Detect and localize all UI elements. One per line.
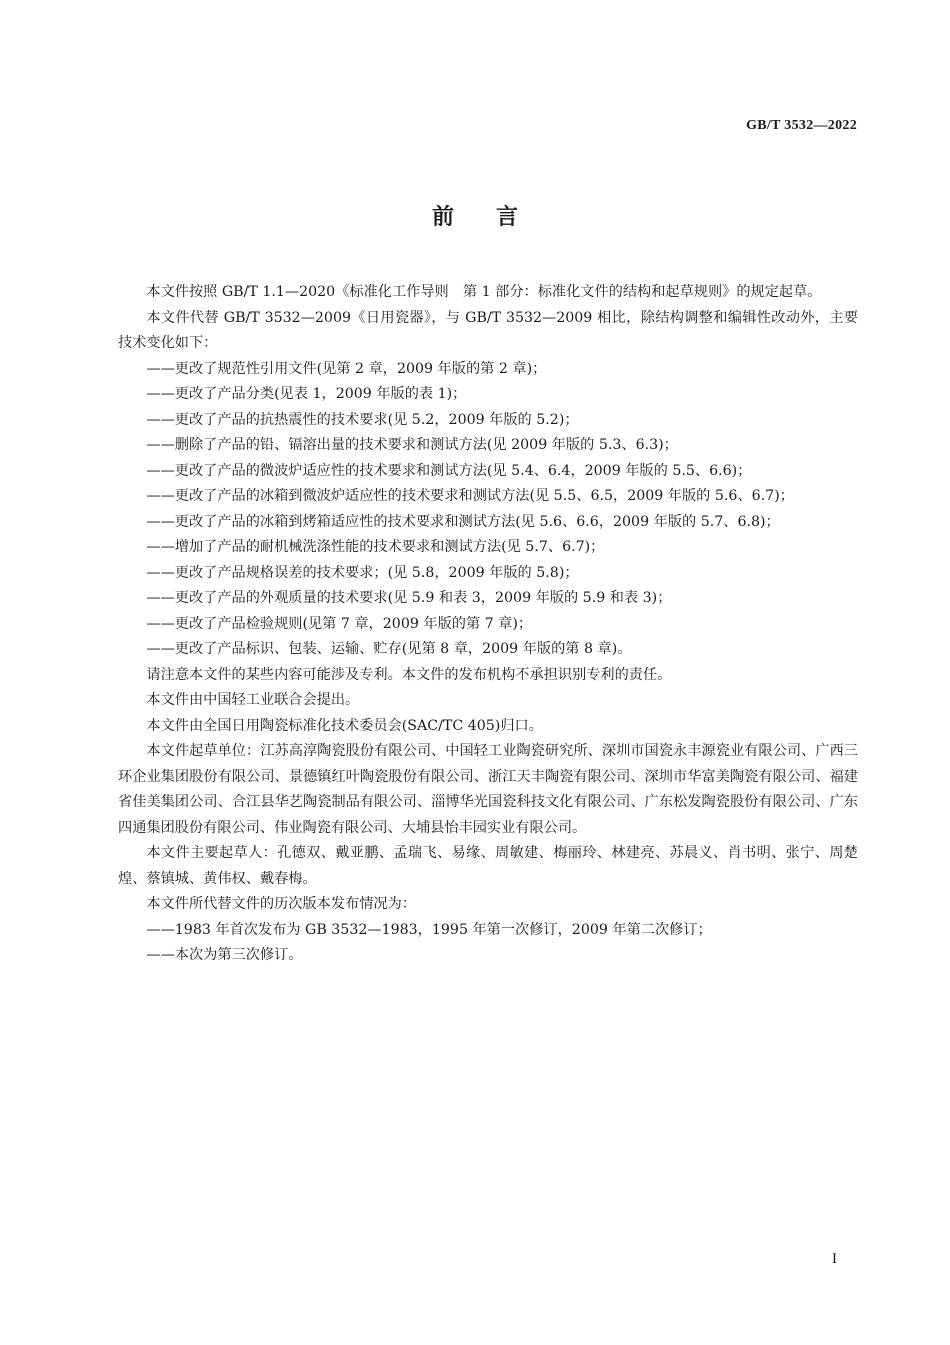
change-item: ——更改了产品标识、包装、运输、贮存(见第 8 章，2009 年版的第 8 章)。 xyxy=(146,641,632,657)
paragraph-drafting-units: 本文件起草单位：江苏高淳陶瓷股份有限公司、中国轻工业陶瓷研究所、深圳市国瓷永丰源瓷业有限公司、广西三环企业集团股份有限公司、景德镇红叶陶瓷股份有限公司、浙江天丰陶瓷有限公司、深圳市华富美陶瓷有限公司、福建省佳美集团公司、合江县华艺陶瓷制品有限公司、淄博华光国瓷科技文化有限公司、广东松发陶瓷股份有限公司、广东四通集团股份有限公司、伟业陶瓷有限公司、大埔县怡丰园实业有限公司。 xyxy=(118,743,858,836)
paragraph-patent: 请注意本文件的某些内容可能涉及专利。本文件的发布机构不承担识别专利的责任。 xyxy=(146,666,672,683)
change-item: ——增加了产品的耐机械洗涤性能的技术要求和测试方法(见 5.7、6.7)； xyxy=(146,539,605,555)
page-number: I xyxy=(832,1251,837,1267)
page-title: 前言 xyxy=(431,205,560,230)
paragraph-drafters: 本文件主要起草人：孔德双、戴亚鹏、孟瑞飞、易缘、周敏建、梅丽玲、林建亮、苏晨义、肖书明、张宁、周楚煌、蔡镇城、黄伟权、戴春梅。 xyxy=(118,845,858,887)
paragraph-centralized: 本文件由全国日用陶瓷标准化技术委员会(SAC/TC 405)归口。 xyxy=(146,717,543,734)
change-item: ——更改了产品检验规则(见第 7 章，2009 年版的第 7 章)； xyxy=(146,615,533,632)
change-item: ——更改了产品的冰箱到烤箱适应性的技术要求和测试方法(见 5.6、6.6，2009 年版的 5.7、6.8)； xyxy=(146,513,780,530)
paragraph-history: 本文件所代替文件的历次版本发布情况为： xyxy=(146,896,416,912)
paragraph-replaces: 本文件代替 GB/T 3532—2009《日用瓷器》，与 GB/T 3532—2009 相比，除结构调整和编辑性改动外，主要技术变化如下： xyxy=(118,309,858,351)
change-item: ——更改了规范性引用文件(见第 2 章，2009 年版的第 2 章)； xyxy=(146,360,547,377)
history-item: ——1983 年首次发布为 GB 3532—1983，1995 年第一次修订，2009 年第二次修订； xyxy=(146,921,712,938)
change-item: ——更改了产品分类(见表 1，2009 年版的表 1)； xyxy=(146,386,467,402)
change-item: ——更改了产品的外观质量的技术要求(见 5.9 和表 3，2009 年版的 5.9 和表 3)； xyxy=(146,590,672,606)
change-item: ——删除了产品的铅、镉溶出量的技术要求和测试方法(见 2009 年版的 5.3、6.3)； xyxy=(146,437,678,453)
change-item: ——更改了产品的微波炉适应性的技术要求和测试方法(见 5.4、6.4，2009 年版的 5.5、6.6)； xyxy=(146,462,752,479)
history-item: ——本次为第三次修订。 xyxy=(146,947,303,963)
change-item: ——更改了产品的抗热震性的技术要求(见 5.2，2009 年版的 5.2)； xyxy=(146,411,579,428)
paragraph-proposed: 本文件由中国轻工业联合会提出。 xyxy=(146,692,360,708)
foreword-body xyxy=(118,280,858,969)
standard-code: GB/T 3532—2022 xyxy=(746,118,857,133)
paragraph-basis: 本文件按照 GB/T 1.1—2020《标准化工作导则 第 1 部分：标准化文件的结构和起草规则》的规定起草。 xyxy=(146,284,822,300)
change-item: ——更改了产品规格误差的技术要求；(见 5.8，2009 年版的 5.8)； xyxy=(146,564,579,581)
change-item: ——更改了产品的冰箱到微波炉适应性的技术要求和测试方法(见 5.5、6.5，2009 年版的 5.6、6.7)； xyxy=(146,488,794,504)
